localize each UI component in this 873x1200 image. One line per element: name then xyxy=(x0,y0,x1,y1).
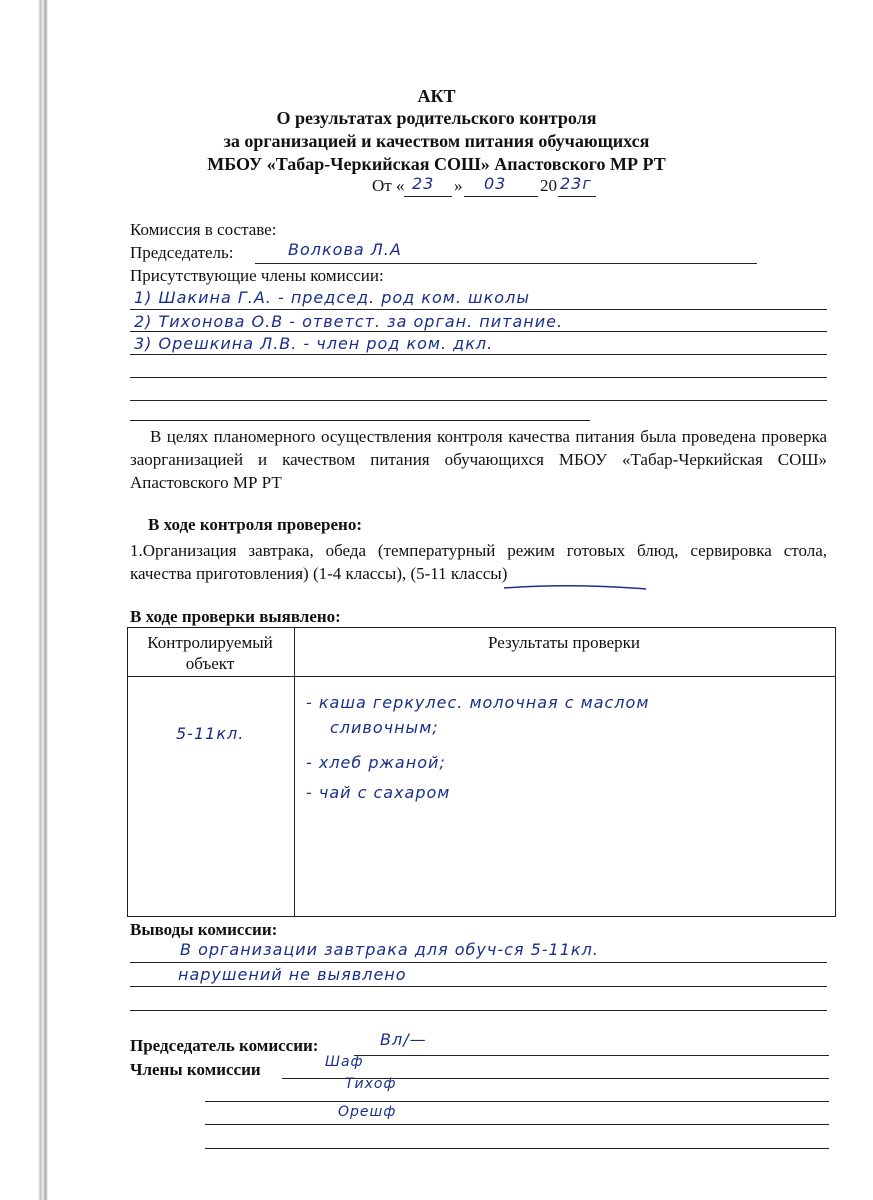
checked-object: 5-11кл. xyxy=(176,724,245,743)
member-signature-2: Тихоф xyxy=(345,1076,397,1092)
underline-mark xyxy=(500,580,650,594)
member-3: 3) Орешкина Л.В. - член род ком. дкл. xyxy=(134,334,494,353)
date-prefix: От « xyxy=(372,176,405,195)
commission-heading: Комиссия в составе: xyxy=(130,220,277,239)
checked-item: 1.Организация завтрака, обеда (температурный режим готовых блюд, сервировка стола, качества приготовления) (1-4 классы), (5-11 классы) xyxy=(130,541,827,583)
conclusion-line-1: В организации завтрака для обуч-ся 5-11кл. xyxy=(180,940,599,959)
act-title: АКТ xyxy=(417,86,456,106)
intro-paragraph: В целях планомерного осуществления контроля качества питания была проведена проверка заорганизацией и качеством питания обучающихся МБОУ «Табар-Черкийская СОШ» Апастовского МР РТ xyxy=(130,427,827,492)
conclusions-heading: Выводы комиссии: xyxy=(130,920,278,939)
date-mid: » xyxy=(454,176,463,195)
chair-name: Волкова Л.А xyxy=(288,240,402,259)
scan-edge xyxy=(38,0,48,1200)
date-year-prefix: 20 xyxy=(540,176,557,195)
members-sign-label: Члены комиссии xyxy=(130,1060,261,1079)
checked-heading: В ходе контроля проверено: xyxy=(148,515,362,534)
member-2: 2) Тихонова О.В - ответст. за орган. питание. xyxy=(134,312,564,331)
member-1: 1) Шакина Г.А. - председ. род ком. школы xyxy=(134,288,530,307)
result-line-1: - каша геркулес. молочная с маслом xyxy=(306,693,650,712)
col-results-header: Результаты проверки xyxy=(488,633,640,652)
members-label: Присутствующие члены комиссии: xyxy=(130,266,384,285)
date-month: 03 xyxy=(484,174,507,193)
col-object-header: Контролируемый объект xyxy=(147,633,273,673)
result-line-2: сливочным; xyxy=(330,718,439,737)
header-line-3: МБОУ «Табар-Черкийская СОШ» Апастовского МР РТ xyxy=(207,154,666,174)
conclusion-line-2: нарушений не выявлено xyxy=(178,965,407,984)
member-signature-1: Шаф xyxy=(325,1054,364,1070)
chair-sign-label: Председатель комиссии: xyxy=(130,1036,319,1055)
member-signature-3: Орешф xyxy=(338,1104,397,1120)
date-year: 23г xyxy=(560,174,592,193)
chair-label: Председатель: xyxy=(130,243,234,262)
chair-signature: Вл/— xyxy=(380,1030,427,1049)
result-line-4: - чай с сахаром xyxy=(306,783,451,802)
date-day: 23 xyxy=(412,174,435,193)
header-line-2: за организацией и качеством питания обучающихся xyxy=(223,131,650,151)
result-line-3: - хлеб ржаной; xyxy=(306,753,446,772)
found-heading: В ходе проверки выявлено: xyxy=(130,607,341,626)
header-line-1: О результатах родительского контроля xyxy=(276,108,597,128)
